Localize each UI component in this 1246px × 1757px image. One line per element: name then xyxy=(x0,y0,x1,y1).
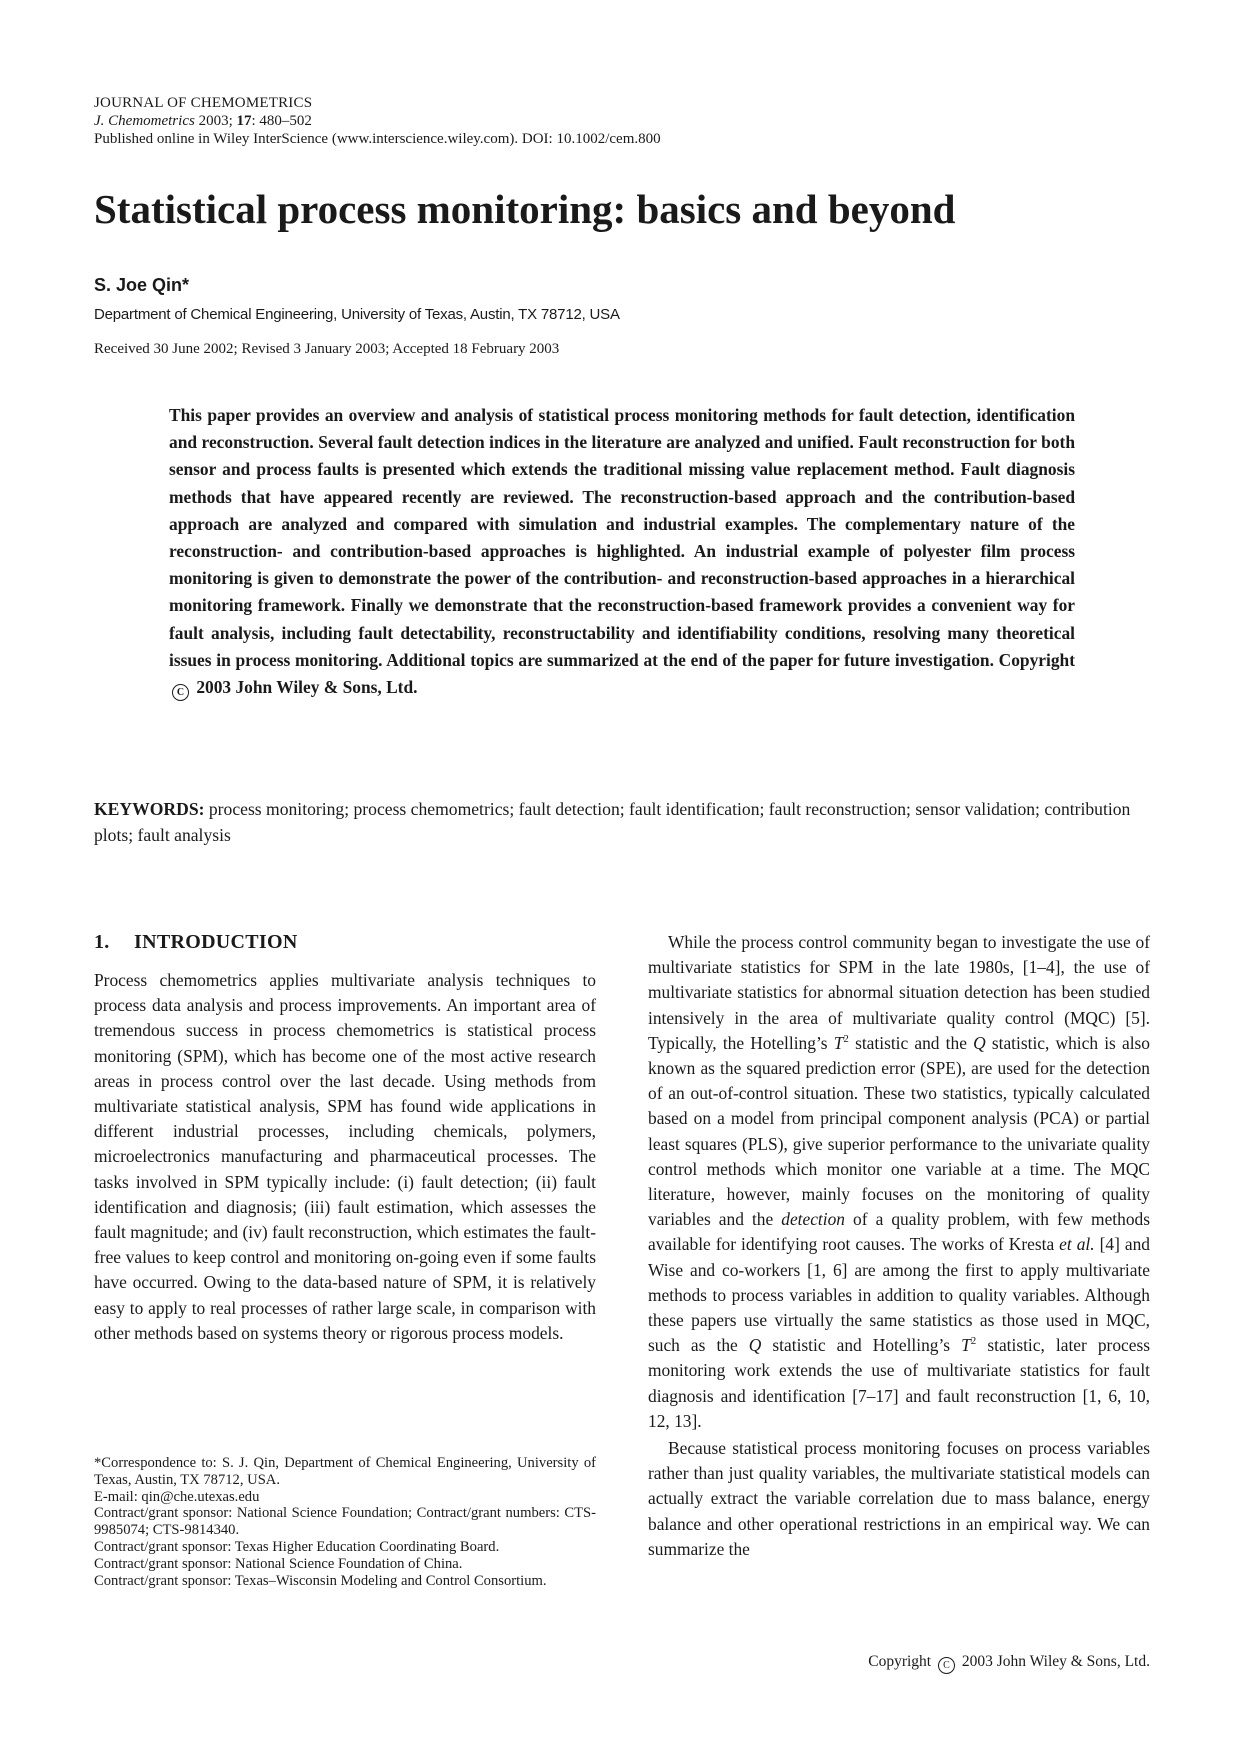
received-dates: Received 30 June 2002; Revised 3 January 2003; Accepted 18 February 2003 xyxy=(94,341,560,357)
author-name: S. Joe Qin* xyxy=(94,275,190,295)
published-online-line: Published online in Wiley InterScience (www.interscience.wiley.com). DOI: 10.1002/cem.800 xyxy=(94,131,661,147)
right-paragraph-1 xyxy=(648,930,1150,1434)
footnote-correspondence: *Correspondence to: S. J. Qin, Department of Chemical Engineering, University of Texas, Austin, TX 78712, USA. xyxy=(94,1455,596,1488)
text-run: While the process control community began to investigate the use of multivariate statistics for SPM in the late 1980s, [1–4], the use of multivariate statistics for abnormal situation detection has been studied intensively in the area of multivariate quality control (MQC) [5]. Typically, the Hotelling’s xyxy=(648,932,1150,1053)
footer-copyright-prefix: Copyright xyxy=(868,1653,935,1670)
journal-name: JOURNAL OF CHEMOMETRICS xyxy=(94,95,313,111)
section-number: 1. xyxy=(94,931,110,953)
right-column xyxy=(648,930,1150,1562)
section-heading-introduction xyxy=(94,930,596,954)
symbol-q: Q xyxy=(748,1335,762,1356)
right-paragraph-2: Because statistical process monitoring focuses on process variables rather than just quality variables, the multivariate statistical models can actually extract the variable correlation due to mass balance, energy balance and other operational restrictions in an empirical way. We can summarize the xyxy=(648,1438,1150,1559)
abstract-text: This paper provides an overview and analysis of statistical process monitoring methods for fault detection, identification and reconstruction. Several fault detection indices in the literature are analyzed and unified. Fault reconstruction for both sensor and process faults is presented which extends the traditional missing value replacement method. Fault diagnosis methods that have appeared recently are reviewed. The reconstruction-based approach and the contribution-based approach are analyzed and compared with simulation and industrial examples. The complementary nature of the reconstruction- and contribution-based approaches is highlighted. An industrial example of polyester film process monitoring is given to demonstrate the power of the contribution- and reconstruction-based approaches in a hierarchical monitoring framework. Finally we demonstrate that the reconstruction-based framework provides a convenient way for fault analysis, including fault detectability, reconstructability and identifiability conditions, resolving many theoretical issues in process monitoring. Additional topics are summarized at the end of the paper for future investigation. Copyright xyxy=(169,405,1075,670)
footnotes xyxy=(94,1455,596,1589)
keywords xyxy=(94,796,1154,848)
footer-copyright-tail: 2003 John Wiley & Sons, Ltd. xyxy=(958,1653,1150,1670)
page-footer-copyright xyxy=(828,1652,1150,1674)
text-run: of a quality problem, with few methods available for identifying root causes. The works of Kresta xyxy=(648,1209,1150,1255)
intro-paragraph-1: Process chemometrics applies multivariate analysis techniques to process data analysis and process improvements. An important area of tremendous success in process chemometrics is statistical process monitoring (SPM), which has become one of the most active research areas in process control over the last decade. Using methods from multivariate statistical analysis, SPM has found wide applications in different industrial processes, including chemicals, polymers, microelectronics manufacturing and pharmaceutical processes. The tasks involved in SPM typically include: (i) fault detection; (ii) fault identification and diagnosis; (iii) fault estimation, which assesses the fault magnitude; and (iv) fault reconstruction, which estimates the fault-free values to keep control and monitoring on-going even if some faults have occurred. Owing to the data-based nature of SPM, it is relatively easy to apply to real processes of rather large scale, in comparison with other methods based on systems theory or rigorous process models. xyxy=(94,970,596,1343)
citation-volume: 17 xyxy=(236,113,252,129)
left-column xyxy=(94,930,596,1346)
keywords-text: process monitoring; process chemometrics; fault detection; fault identification; fault reconstruction; sensor validation; contribution plots; fault analysis xyxy=(94,799,1131,845)
copyright-symbol-icon: C xyxy=(938,1657,955,1674)
text-run: statistic, which is also known as the squared prediction error (SPE), are used for the detection of an out-of-control situation. These two statistics, typically calculated based on a model from principal component analysis (PCA) or partial least squares (PLS), give superior performance to the univariate quality control methods which monitor one variable at a time. The MQC literature, however, mainly focuses on the monitoring of quality variables and the xyxy=(648,1032,1150,1230)
section-title: INTRODUCTION xyxy=(134,931,298,953)
superscript-2: 2 xyxy=(970,1335,977,1348)
text-run: statistic, later process monitoring work extends the use of multivariate statistics for fault diagnosis and identification [7–17] and fault reconstruction [1, 6, 10, 12, 13]. xyxy=(648,1335,1150,1431)
text-run: statistic and the xyxy=(848,1032,974,1053)
footnote-sponsor-3: Contract/grant sponsor: National Science Foundation of China. xyxy=(94,1555,463,1572)
symbol-t: T xyxy=(833,1032,844,1053)
symbol-t: T xyxy=(961,1335,971,1356)
text-run: statistic and Hotelling’s xyxy=(761,1335,962,1356)
citation-year: 2003; xyxy=(194,113,237,129)
superscript-2: 2 xyxy=(843,1033,849,1046)
author-affiliation: Department of Chemical Engineering, University of Texas, Austin, TX 78712, USA xyxy=(94,306,620,323)
symbol-q: Q xyxy=(973,1032,986,1053)
copyright-symbol-icon: C xyxy=(172,684,189,701)
keywords-label: KEYWORDS: xyxy=(94,799,205,819)
citation-pages: : 480–502 xyxy=(251,113,312,129)
emphasis-detection: detection xyxy=(781,1209,845,1230)
journal-citation xyxy=(94,112,1154,130)
citation-journal-abbrev: J. Chemometrics xyxy=(94,113,195,129)
abstract-copyright-tail: 2003 John Wiley & Sons, Ltd. xyxy=(192,677,418,698)
text-run: [4] and Wise and co-workers [1, 6] are among the first to apply multivariate methods to process variables in addition to quality variables. Although these papers use virtually the same statistics as those used in MQC, such as the xyxy=(648,1234,1150,1356)
journal-header xyxy=(94,94,1154,148)
footnote-sponsor-4: Contract/grant sponsor: Texas–Wisconsin Modeling and Control Consortium. xyxy=(94,1572,547,1589)
footnote-email: E-mail: qin@che.utexas.edu xyxy=(94,1488,260,1505)
footnote-sponsor-2: Contract/grant sponsor: Texas Higher Education Coordinating Board. xyxy=(94,1538,500,1555)
abstract xyxy=(169,402,1075,701)
emphasis-et-al: et al. xyxy=(1059,1234,1095,1255)
footnote-sponsor-1: Contract/grant sponsor: National Science Foundation; Contract/grant numbers: CTS-9985074; CTS-9814340. xyxy=(94,1505,596,1539)
paper-title: Statistical process monitoring: basics and beyond xyxy=(94,186,956,232)
